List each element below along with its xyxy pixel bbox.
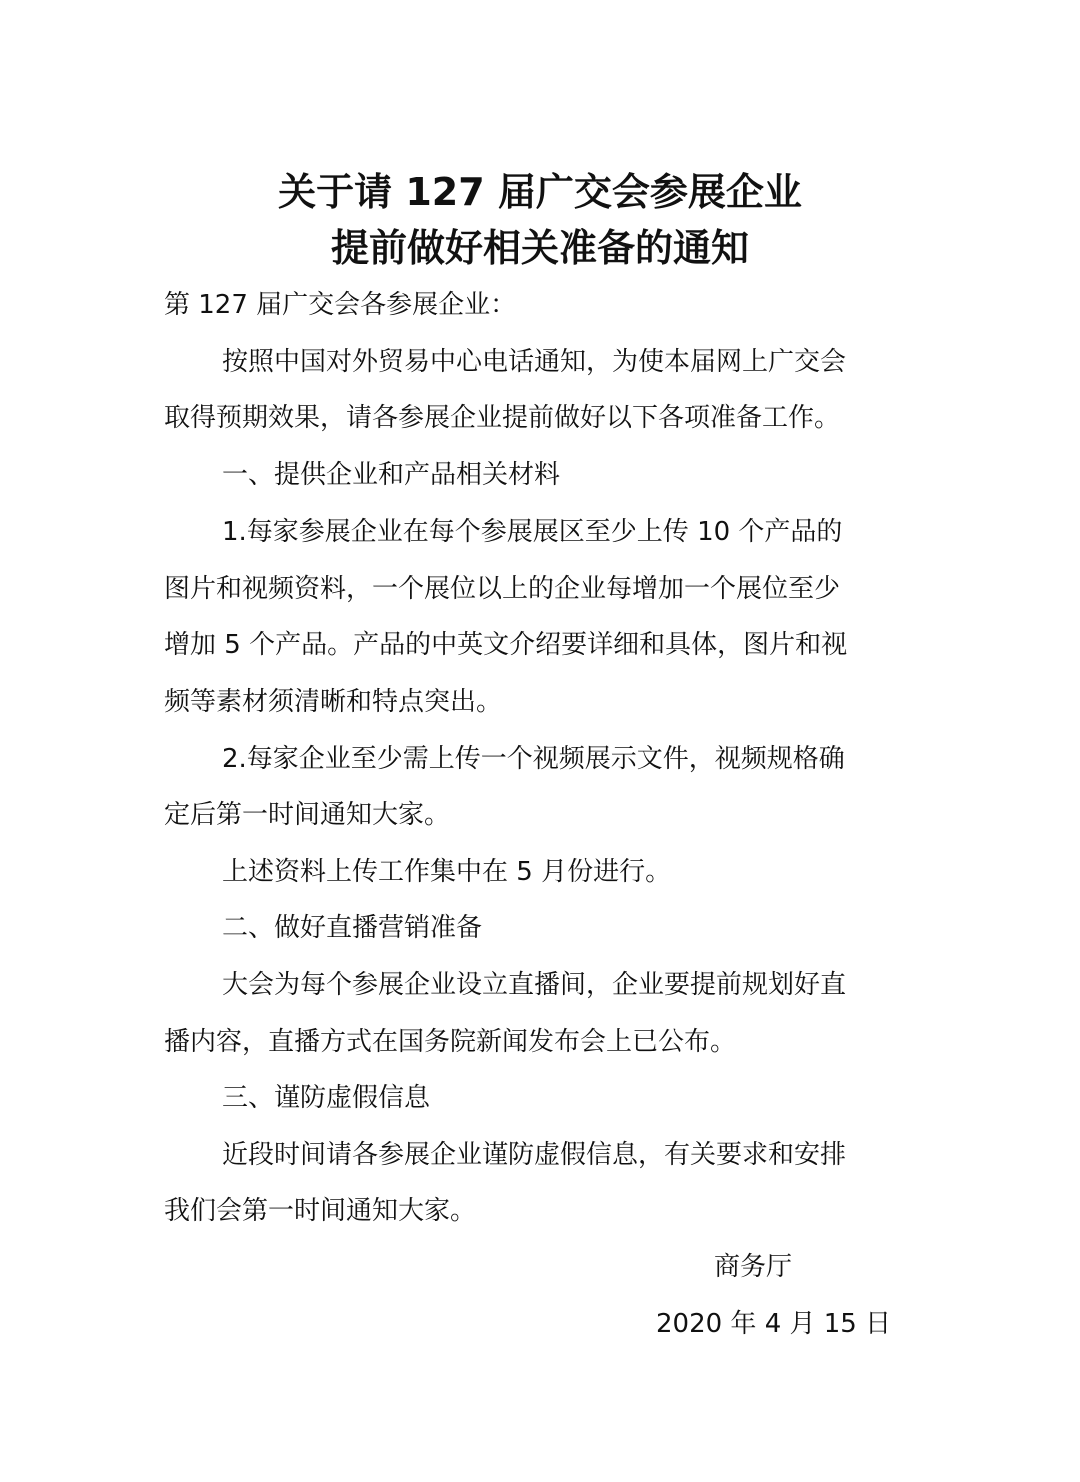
section1-heading: 一、提供企业和产品相关材料 <box>222 460 561 490</box>
section1-item2-line-1: 2.每家企业至少需上传一个视频展示文件，视频规格确 <box>222 744 845 774</box>
section2-line-2: 播内容，直播方式在国务院新闻发布会上已公布。 <box>164 1027 737 1057</box>
section1-item1-line-1: 1.每家参展企业在每个参展展区至少上传 10 个产品的 <box>222 517 843 547</box>
section1-item1-line-4: 频等素材须清晰和特点突出。 <box>164 687 503 717</box>
section3-line-2: 我们会第一时间通知大家。 <box>164 1196 477 1226</box>
intro-line-2: 取得预期效果，请各参展企业提前做好以下各项准备工作。 <box>164 403 841 433</box>
signature-date: 2020 年 4 月 15 日 <box>656 1309 892 1339</box>
section1-item1-line-2: 图片和视频资料，一个展位以上的企业每增加一个展位至少 <box>164 574 841 604</box>
section2-heading: 二、做好直播营销准备 <box>222 913 483 943</box>
section3-heading: 三、谨防虚假信息 <box>222 1083 431 1113</box>
section3-line-1: 近段时间请各参展企业谨防虚假信息，有关要求和安排 <box>222 1140 847 1170</box>
section1-item2-line-2: 定后第一时间通知大家。 <box>164 800 451 830</box>
document-title-line2: 提前做好相关准备的通知 <box>330 226 749 270</box>
salutation: 第 127 届广交会各参展企业： <box>164 290 517 320</box>
signature-issuer: 商务厅 <box>714 1252 793 1282</box>
section2-line-1: 大会为每个参展企业设立直播间，企业要提前规划好直 <box>222 970 847 1000</box>
intro-line-1: 按照中国对外贸易中心电话通知，为使本届网上广交会 <box>222 347 847 377</box>
section1-note: 上述资料上传工作集中在 5 月份进行。 <box>222 857 672 887</box>
section1-item1-line-3: 增加 5 个产品。产品的中英文介绍要详细和具体，图片和视 <box>164 630 848 660</box>
document-title-line1: 关于请 127 届广交会参展企业 <box>278 170 802 214</box>
